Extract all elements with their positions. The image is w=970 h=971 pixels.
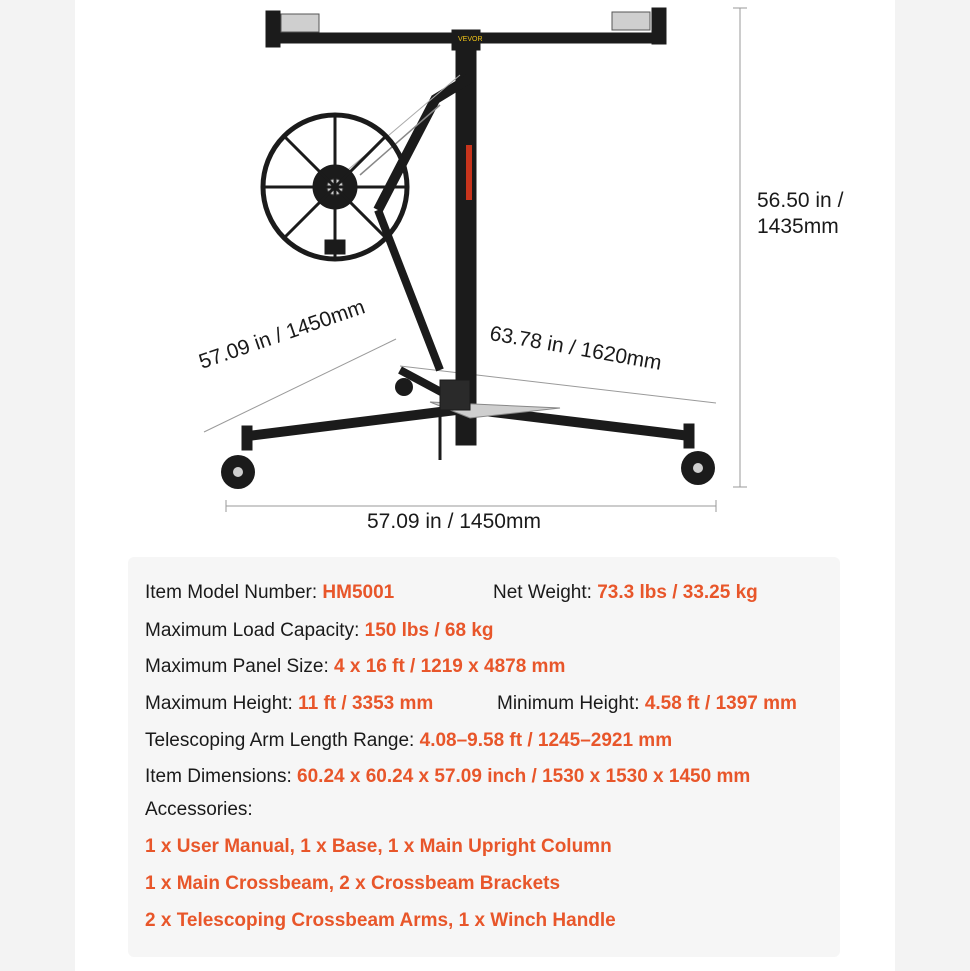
dimensions-label: Item Dimensions: xyxy=(145,766,298,787)
height-mm: 1435mm xyxy=(757,215,839,238)
lift-frame xyxy=(266,8,666,445)
max-height-label: Maximum Height: xyxy=(145,693,299,714)
brand-logo: VEVOR xyxy=(458,36,483,43)
min-height-label: Minimum Height: xyxy=(497,693,645,714)
max-height-value: 11 ft / 3353 mm xyxy=(298,693,434,714)
right-leg-dimension-label: 63.78 in / 1620mm xyxy=(488,322,664,375)
panel-value: 4 x 16 ft / 1219 x 4878 mm xyxy=(334,656,566,677)
right-bracket xyxy=(652,8,666,44)
model-label: Item Model Number: xyxy=(145,582,323,603)
accessory-line: 1 x User Manual, 1 x Base, 1 x Main Upright Column xyxy=(145,836,612,857)
accessory-line: 1 x Main Crossbeam, 2 x Crossbeam Brackets xyxy=(145,873,561,894)
spec-arm xyxy=(145,730,672,752)
tripod-base xyxy=(242,370,694,460)
height-dimension-label xyxy=(757,188,843,240)
load-label: Maximum Load Capacity: xyxy=(145,620,365,641)
load-value: 150 lbs / 68 kg xyxy=(364,620,494,641)
spec-dimensions xyxy=(145,766,750,788)
weight-label: Net Weight: xyxy=(493,582,598,603)
spec-min-height xyxy=(497,693,797,715)
min-height-value: 4.58 ft / 1397 mm xyxy=(644,693,797,714)
specifications-card xyxy=(128,557,840,957)
dimensions-value: 60.24 x 60.24 x 57.09 inch / 1530 x 1530 x 1450 mm xyxy=(297,766,751,787)
model-value: HM5001 xyxy=(322,582,395,603)
arm-value: 4.08–9.58 ft / 1245–2921 mm xyxy=(419,730,673,751)
spec-weight xyxy=(493,582,758,604)
base-width-dimension-label: 57.09 in / 1450mm xyxy=(367,510,541,533)
rear-caster-icon xyxy=(395,378,413,396)
accessories-heading: Accessories: xyxy=(145,799,253,820)
accessory-line: 2 x Telescoping Crossbeam Arms, 1 x Winch Handle xyxy=(145,910,616,931)
winch-wheel xyxy=(263,115,407,259)
spec-max-height xyxy=(145,693,433,715)
spec-panel xyxy=(145,656,565,678)
left-leg-dimension-label: 57.09 in / 1450mm xyxy=(196,295,368,374)
left-leg xyxy=(248,410,456,436)
spec-model xyxy=(145,582,394,604)
weight-value: 73.3 lbs / 33.25 kg xyxy=(597,582,758,603)
height-inches: 56.50 in / xyxy=(757,189,844,212)
left-bracket xyxy=(266,11,280,47)
panel-label: Maximum Panel Size: xyxy=(145,656,335,677)
arm-label: Telescoping Arm Length Range: xyxy=(145,730,420,751)
winch-handle xyxy=(325,240,345,254)
spec-load xyxy=(145,620,494,642)
